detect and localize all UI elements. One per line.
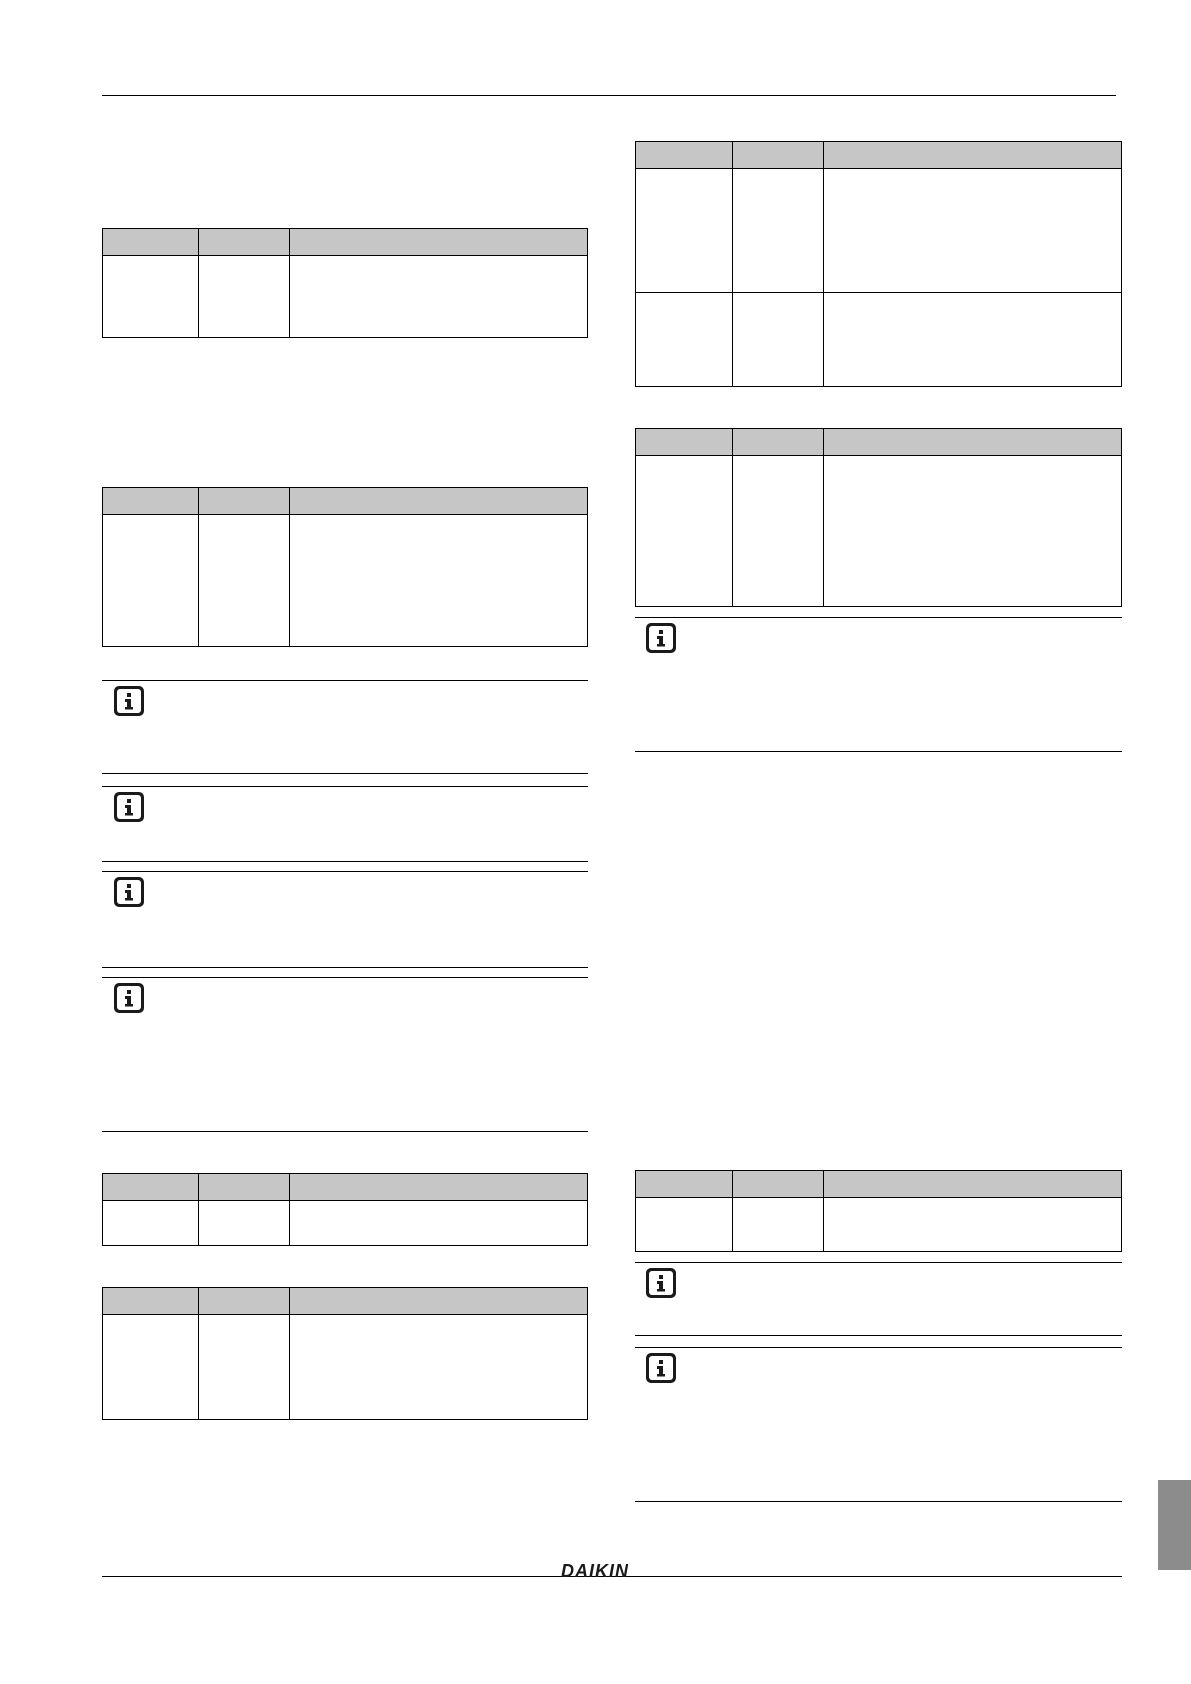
column-divider [289, 1174, 290, 1245]
table-header [636, 1171, 1121, 1198]
column-divider [823, 1171, 824, 1251]
info-note [635, 1347, 1122, 1502]
table-right-2 [635, 428, 1122, 607]
daikin-logo [535, 1560, 655, 1582]
table-header [103, 1288, 587, 1315]
header-rule [102, 95, 1116, 96]
info-icon [114, 792, 144, 822]
info-icon [114, 686, 144, 716]
info-icon [114, 877, 144, 907]
table-left-4 [102, 1287, 588, 1420]
info-note [102, 871, 588, 968]
column-divider [732, 429, 733, 606]
table-left-3 [102, 1173, 588, 1246]
column-divider [823, 142, 824, 386]
column-divider [289, 1288, 290, 1419]
info-note [635, 617, 1122, 752]
column-divider [732, 1171, 733, 1251]
column-divider [198, 488, 199, 646]
column-divider [732, 142, 733, 386]
table-right-1 [635, 141, 1122, 387]
row-divider [636, 292, 1121, 293]
info-icon [646, 623, 676, 653]
table-header [636, 429, 1121, 456]
table-header [103, 229, 587, 256]
info-icon [114, 983, 144, 1013]
info-note [635, 1262, 1122, 1336]
info-note [102, 680, 588, 774]
section-thumb-tab [1158, 1480, 1191, 1570]
column-divider [289, 229, 290, 337]
info-note [102, 977, 588, 1132]
table-left-1 [102, 228, 588, 338]
table-header [636, 142, 1121, 169]
table-right-3 [635, 1170, 1122, 1252]
column-divider [823, 429, 824, 606]
table-header [103, 488, 587, 515]
table-header [103, 1174, 587, 1201]
info-icon [646, 1353, 676, 1383]
column-divider [289, 488, 290, 646]
column-divider [198, 1174, 199, 1245]
table-left-2 [102, 487, 588, 647]
info-note [102, 786, 588, 862]
info-icon [646, 1268, 676, 1298]
column-divider [198, 229, 199, 337]
column-divider [198, 1288, 199, 1419]
svg-text:DAIKIN: DAIKIN [561, 1561, 629, 1581]
